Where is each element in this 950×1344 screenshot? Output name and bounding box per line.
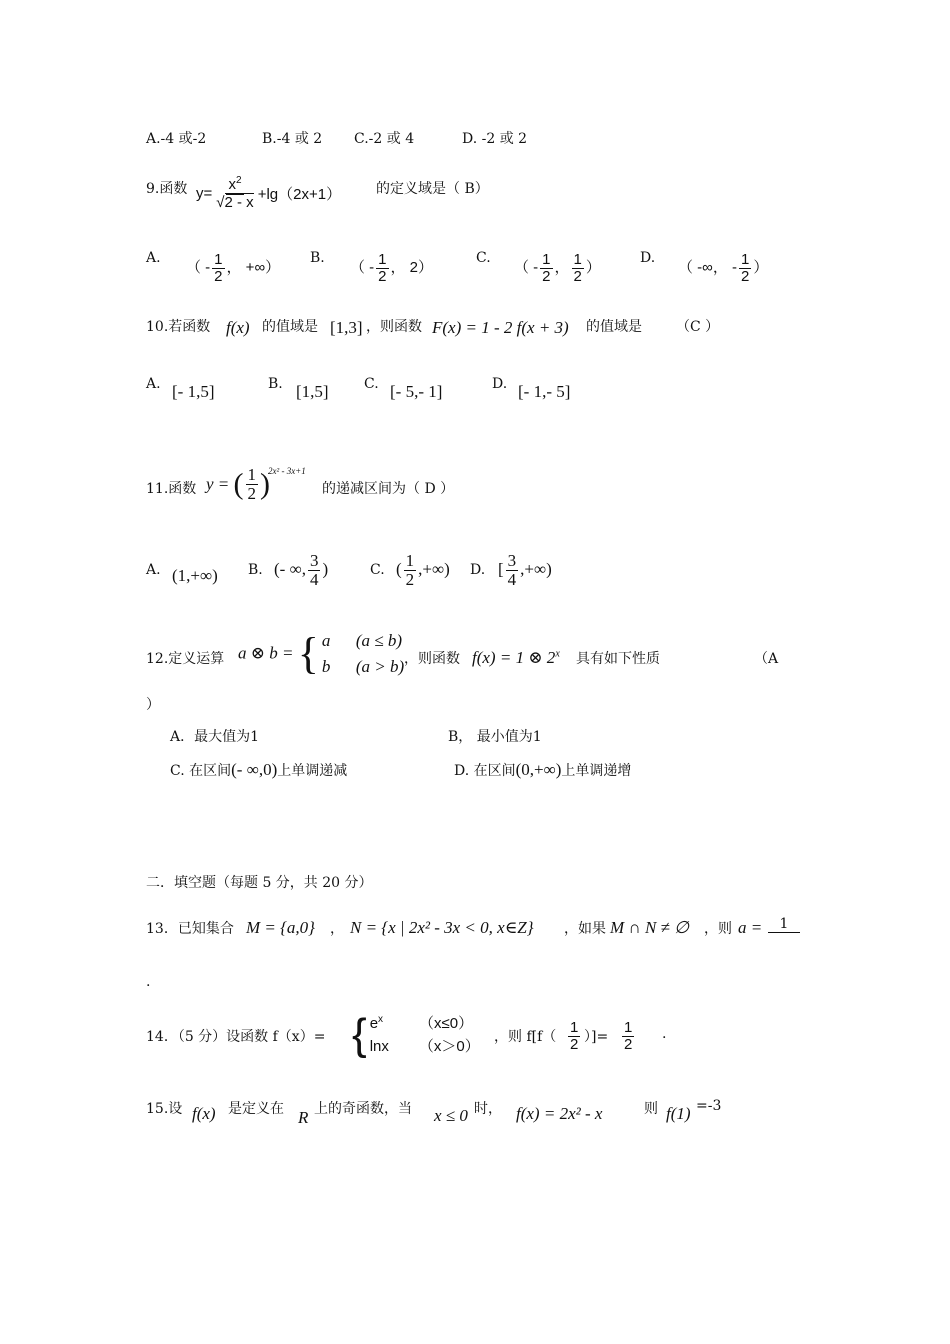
q9-c-den2: 2 [573, 267, 582, 285]
q11-option-a: (1,+∞) [172, 566, 218, 585]
q9-d-den: 2 [741, 267, 750, 285]
q14-end: . [662, 1026, 667, 1042]
q10-option-c: [- 5,- 1] [390, 382, 443, 401]
q11-c-num: 1 [405, 551, 415, 570]
q9-fraction [214, 176, 255, 211]
q11-d-post: ,+∞) [520, 559, 552, 579]
q11-option-b [274, 552, 328, 589]
q13-mid: ，如果 [564, 921, 606, 937]
q11-option-b-label: B. [248, 562, 263, 578]
q12-row1: a (a ≤ b) [321, 631, 402, 650]
q11-num: 1 [247, 465, 257, 484]
q11-suffix: 的递减区间为（ D ） [322, 481, 455, 497]
q15-mid2: 上的奇函数，当 [314, 1101, 412, 1117]
q9-c-num1: 1 [542, 251, 551, 268]
q15-f1: f(1) [666, 1104, 691, 1123]
q12-d-interval: (0,+∞) [515, 760, 562, 779]
q11-paren-right: ) [260, 467, 271, 501]
q11-c-pre: ( [396, 559, 402, 579]
q12-c-pre: C. 在区间 [170, 763, 232, 779]
q14-row1-base: e [369, 1015, 379, 1032]
q13-tail: ，则 [704, 921, 732, 937]
q10-mid1: 的值域是 [262, 319, 318, 335]
q12-option-a: A．最大值为1 [170, 729, 260, 745]
q11-fraction [246, 466, 259, 503]
q14-half-den: 2 [570, 1035, 579, 1053]
q9-option-c-label: C. [476, 250, 491, 266]
q10-option-b: [1,5] [296, 382, 329, 401]
q9-option-a-frac [212, 252, 224, 285]
q14-row1 [370, 1012, 480, 1036]
q10-mid2: ，则函数 [366, 319, 422, 335]
q8-option-d: D. -2 或 2 [462, 131, 528, 147]
q12-rows [322, 628, 404, 679]
q10-answer: （C ） [676, 319, 720, 335]
q14-row1-cond: （x≤0） [419, 1015, 474, 1032]
q11-option-c [396, 552, 450, 589]
q9-option-d [678, 252, 768, 285]
q9-option-d-pre: （ -∞， - [678, 259, 738, 277]
q9-tail: +lg（2x+1） [257, 185, 342, 203]
q12-prefix: 12.定义运算 [146, 651, 225, 667]
q12-mid: ，则函数 [404, 651, 460, 667]
q15-prefix: 15.设 [146, 1101, 183, 1117]
q14-prefix: 14．（5 分）设函数 f（x）= [146, 1029, 326, 1045]
q11-option-d-label: D. [470, 562, 486, 578]
q9-option-d-frac [739, 252, 751, 285]
q11-den: 2 [247, 483, 257, 503]
q11-b-post: ) [322, 559, 329, 579]
q13-sep: ， [330, 921, 344, 937]
q14-row2-cond: （x＞0） [418, 1037, 480, 1055]
q9-b-den: 2 [378, 267, 387, 285]
q9-y-eq: y= [196, 184, 213, 202]
q9-option-b [350, 252, 433, 285]
q9-option-b-tail: ， 2） [390, 259, 434, 277]
q11-d-den: 4 [507, 569, 517, 589]
q11-y: y = [206, 474, 230, 494]
q11-d-num: 3 [507, 551, 517, 570]
q12-c-interval: (- ∞,0) [231, 760, 278, 779]
q9-option-c-mid: ， [554, 259, 570, 277]
q9-num-base: x [228, 176, 236, 193]
q10-option-b-label: B. [268, 376, 283, 392]
q10-option-a: [- 1,5] [172, 382, 215, 401]
q12-func-exp: x [555, 648, 560, 660]
q11-b-num: 3 [309, 551, 319, 570]
q13-M: M = {a,0} [246, 918, 315, 937]
q9-option-b-pre: （ - [350, 259, 375, 277]
q14-answer-den: 2 [624, 1035, 633, 1053]
q13-prefix: 13．已知集合 [146, 921, 234, 937]
q13-N: N = {x | 2x² - 3x < 0, x∈Z} [350, 918, 534, 937]
q10-option-d: [- 1,- 5] [518, 382, 571, 401]
q11-b-den: 4 [309, 569, 319, 589]
q12-brace: { [297, 628, 319, 678]
q11-c-frac [404, 552, 417, 589]
q9-option-a-pre: （ - [186, 259, 211, 277]
q14-piecewise [352, 1012, 480, 1058]
q11-b-pre: (- ∞, [274, 559, 306, 579]
q12-answer-close: ） [146, 697, 160, 713]
q14-row1-exp: x [378, 1014, 384, 1025]
section2-title: 二．填空题（每题 5 分，共 20 分） [146, 875, 373, 891]
q13-a-eq: a = [738, 918, 763, 937]
q9-num-exp: 2 [235, 175, 242, 186]
q12-d-post: 上单调递增 [561, 763, 632, 779]
q14-mid: ，则 f[f（ [494, 1029, 557, 1045]
q10-option-c-label: C. [364, 376, 379, 392]
q9-option-c-frac2 [572, 252, 584, 285]
q11-formula [206, 466, 270, 503]
q11-c-den: 2 [405, 569, 415, 589]
q10-prefix: 10.若函数 [146, 319, 211, 335]
q9-suffix: 的定义域是（ B） [376, 181, 489, 197]
q12-row2: b (a > b) [321, 656, 405, 676]
q11-exponent: 2x² - 3x+1 [268, 466, 306, 476]
q15-then: 则 [644, 1101, 658, 1117]
q14-half-frac [568, 1020, 580, 1053]
q12-option-c [170, 760, 347, 780]
q9-prefix: 9.函数 [146, 181, 188, 197]
q15-mid1: 是定义在 [228, 1101, 284, 1117]
q13-answer: 1 [768, 916, 800, 933]
q12-d-pre: D. 在区间 [454, 763, 516, 779]
q12-answer-open: （A [754, 651, 779, 667]
q10-option-d-label: D. [492, 376, 508, 392]
q9-denominator: √2 - x [216, 193, 254, 211]
q9-a-num: 1 [214, 251, 223, 268]
q11-prefix: 11.函数 [146, 481, 197, 497]
q9-option-a-label: A. [146, 250, 161, 266]
q11-option-d [498, 552, 552, 589]
q12-op: a ⊗ b = [238, 643, 294, 663]
q12-c-post: 上单调递减 [277, 763, 348, 779]
q11-d-pre: [ [498, 559, 504, 579]
q9-option-d-tail: ） [753, 259, 769, 277]
q14-answer [620, 1020, 636, 1053]
q9-den-text: 2 - x [224, 193, 254, 211]
q9-option-c-tail: ） [585, 259, 601, 277]
q15-mid3: 时， [474, 1101, 502, 1117]
q11-d-frac [506, 552, 519, 589]
q14-answer-frac [622, 1020, 634, 1053]
q9-option-a [186, 252, 280, 285]
q9-b-num: 1 [378, 251, 387, 268]
q9-c-den1: 2 [542, 267, 551, 285]
q10-option-a-label: A. [146, 376, 161, 392]
q12-func-base: f(x) = 1 ⊗ 2 [472, 648, 556, 667]
q11-paren-left: ( [233, 467, 244, 501]
q12-suffix: 具有如下性质 [576, 651, 660, 667]
q8-option-c: C.-2 或 4 [354, 131, 415, 147]
q14-answer-num: 1 [624, 1019, 633, 1036]
q14-half [566, 1020, 582, 1053]
q15-condition: x ≤ 0 [434, 1106, 468, 1125]
q9-d-num: 1 [741, 251, 750, 268]
q12-func [472, 648, 560, 668]
q9-option-d-label: D. [640, 250, 656, 266]
q12-option-b: B， 最小值为1 [448, 729, 542, 745]
q9-option-c-frac1 [540, 252, 552, 285]
q8-option-b: B.-4 或 2 [262, 131, 323, 147]
q8-option-a: A.-4 或-2 [146, 131, 207, 147]
q9-option-b-label: B. [310, 250, 325, 266]
q10-suffix: 的值域是 [586, 319, 642, 335]
q15-answer: =-3 [696, 1098, 722, 1114]
q12-definition [238, 628, 404, 679]
q9-formula [196, 176, 341, 211]
q9-c-num2: 1 [573, 251, 582, 268]
q14-cases [352, 1012, 480, 1058]
q12-cases [298, 628, 404, 679]
q14-mid-tail: ）]= [584, 1029, 609, 1045]
q9-option-c [514, 252, 601, 285]
q9-option-a-tail: ， +∞） [226, 259, 281, 277]
q12-option-d [454, 760, 631, 780]
q11-option-c-label: C. [370, 562, 385, 578]
q15-expression: f(x) = 2x² - x [516, 1104, 603, 1123]
q14-row2-base: lnx [369, 1037, 389, 1055]
q10-range: [1,3] [330, 318, 363, 337]
q9-numerator [226, 176, 243, 195]
q15-R: R [298, 1108, 309, 1127]
q11-c-post: ,+∞) [418, 559, 450, 579]
q9-a-den: 2 [214, 267, 223, 285]
q11-b-frac [308, 552, 321, 589]
q9-option-b-frac [376, 252, 388, 285]
q14-row2 [370, 1036, 480, 1059]
q14-rows [370, 1012, 480, 1058]
q15-fx: f(x) [192, 1104, 216, 1123]
q9-option-c-pre: （ - [514, 259, 539, 277]
q14-brace: { [352, 1010, 367, 1059]
q10-fx: f(x) [226, 318, 250, 337]
q11-option-a-label: A. [146, 562, 161, 578]
q13-condition: M ∩ N ≠ ∅ [610, 918, 689, 937]
q10-Fx: F(x) = 1 - 2 f(x + 3) [432, 318, 569, 337]
q13-dot: . [146, 974, 151, 990]
q14-half-num: 1 [570, 1019, 579, 1036]
